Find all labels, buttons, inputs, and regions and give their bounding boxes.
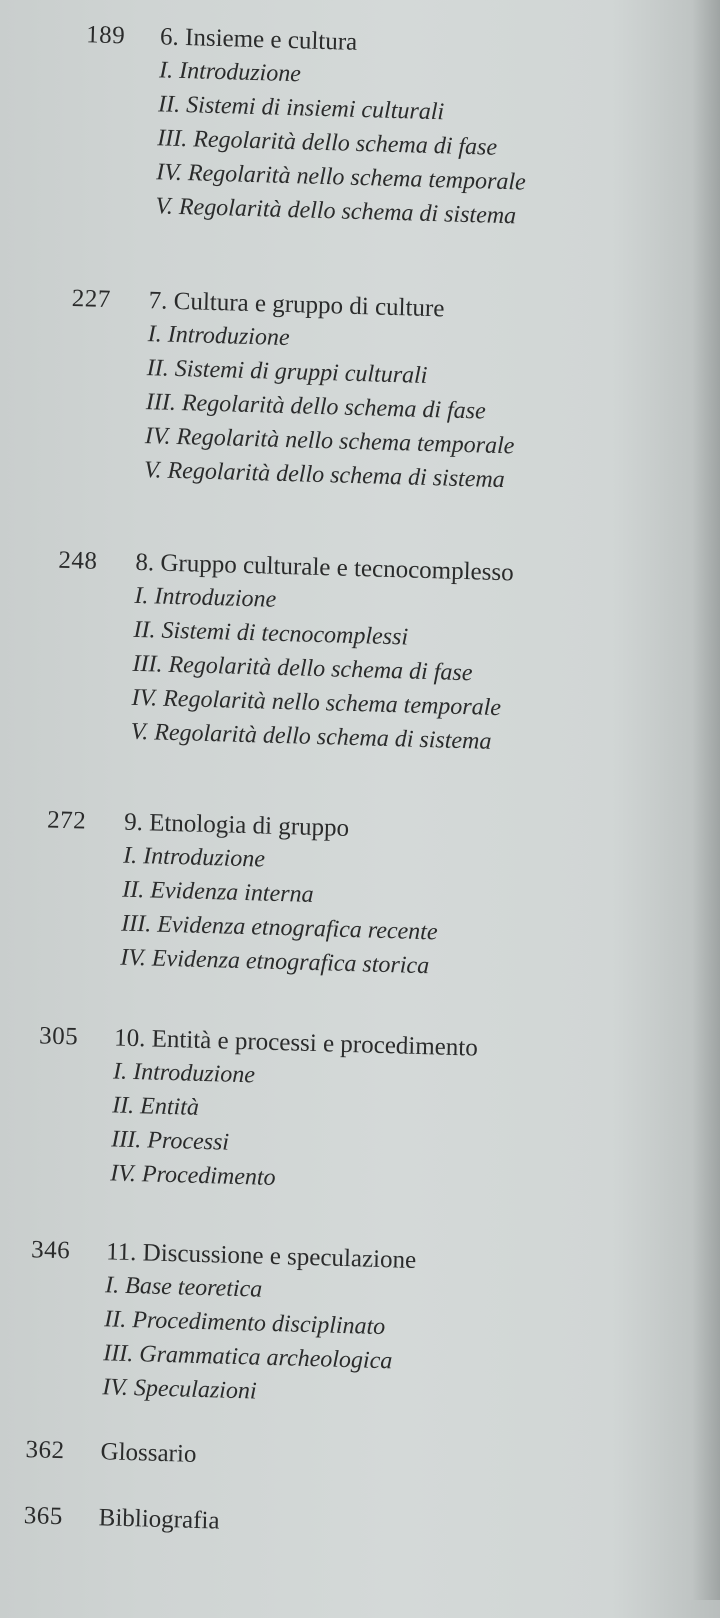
section-title: IV. Regolarità nello schema temporale	[144, 423, 515, 460]
section-title: II. Sistemi di insiemi culturali	[157, 91, 445, 126]
section-title: II. Sistemi di tecnocomplessi	[133, 616, 409, 651]
chapter-title: 6. Insieme e cultura	[159, 23, 358, 56]
section-title: III. Processi	[110, 1126, 230, 1156]
toc-entry-chapter-6	[0, 19, 700, 242]
section-title: I. Base teoretica	[104, 1272, 263, 1303]
section-title: II. Entità	[111, 1092, 200, 1121]
chapter-title: 11. Discussione e speculazione	[105, 1238, 417, 1274]
chapter-title: 7. Cultura e gruppo di culture	[148, 287, 445, 323]
toc-entry-chapter-9	[0, 805, 678, 994]
section-title: IV. Regolarità nello schema temporale	[131, 684, 502, 722]
section-title: II. Sistemi di gruppi culturali	[146, 355, 428, 389]
toc-chapter-row	[0, 1500, 659, 1554]
section-title: I. Introduzione	[147, 321, 290, 352]
section-title: V. Regolarità dello schema di sistema	[130, 718, 492, 755]
toc-entry-chapter-8	[0, 545, 686, 768]
section-title: III. Regolarità dello schema di fase	[132, 650, 473, 687]
page-number: 227	[71, 284, 112, 314]
section-title: I. Introduzione	[134, 582, 277, 613]
chapter-title: 9. Etnologia di gruppo	[123, 808, 350, 842]
toc-entry-glossario	[0, 1434, 661, 1488]
chapter-title: 10. Entità e processi e procedimento	[113, 1024, 479, 1062]
section-title: III. Grammatica archeologica	[102, 1340, 393, 1375]
section-title: II. Procedimento disciplinato	[103, 1306, 386, 1341]
page-number: 346	[30, 1236, 71, 1265]
chapter-title: Bibliografia	[98, 1504, 220, 1535]
toc-entry-chapter-7	[0, 283, 693, 506]
section-title: I. Introduzione	[112, 1058, 256, 1089]
section-title: IV. Evidenza etnografica storica	[120, 944, 430, 980]
section-title: I. Introduzione	[158, 57, 302, 88]
page-number: 189	[85, 21, 126, 50]
section-title: II. Evidenza interna	[121, 876, 314, 908]
section-title: III. Regolarità dello schema di fase	[145, 389, 487, 425]
toc-entry-bibliografia	[0, 1500, 659, 1554]
section-title: IV. Procedimento	[110, 1160, 276, 1192]
chapter-title: 8. Gruppo culturale e tecnocomplesso	[135, 548, 515, 587]
page-number: 305	[38, 1022, 79, 1051]
section-title: IV. Speculazioni	[102, 1374, 257, 1405]
page-number: 248	[58, 546, 98, 575]
section-title: V. Regolarità dello schema di sistema	[143, 457, 506, 494]
section-title: I. Introduzione	[122, 842, 266, 873]
section-title: V. Regolarità dello schema di sistema	[155, 193, 517, 230]
section-title: III. Evidenza etnografica recente	[120, 910, 438, 946]
toc-entry-chapter-10	[0, 1021, 672, 1210]
chapter-title: Glossario	[100, 1438, 197, 1468]
section-title: IV. Regolarità nello schema temporale	[155, 159, 527, 196]
toc-chapter-row	[0, 1434, 661, 1488]
page-number: 272	[46, 806, 87, 835]
page-number: 362	[25, 1436, 65, 1465]
page-number: 365	[23, 1502, 64, 1531]
toc-entry-chapter-11	[0, 1234, 666, 1423]
page-edge-shadow	[692, 0, 720, 1600]
section-title: III. Regolarità dello schema di fase	[156, 125, 498, 161]
